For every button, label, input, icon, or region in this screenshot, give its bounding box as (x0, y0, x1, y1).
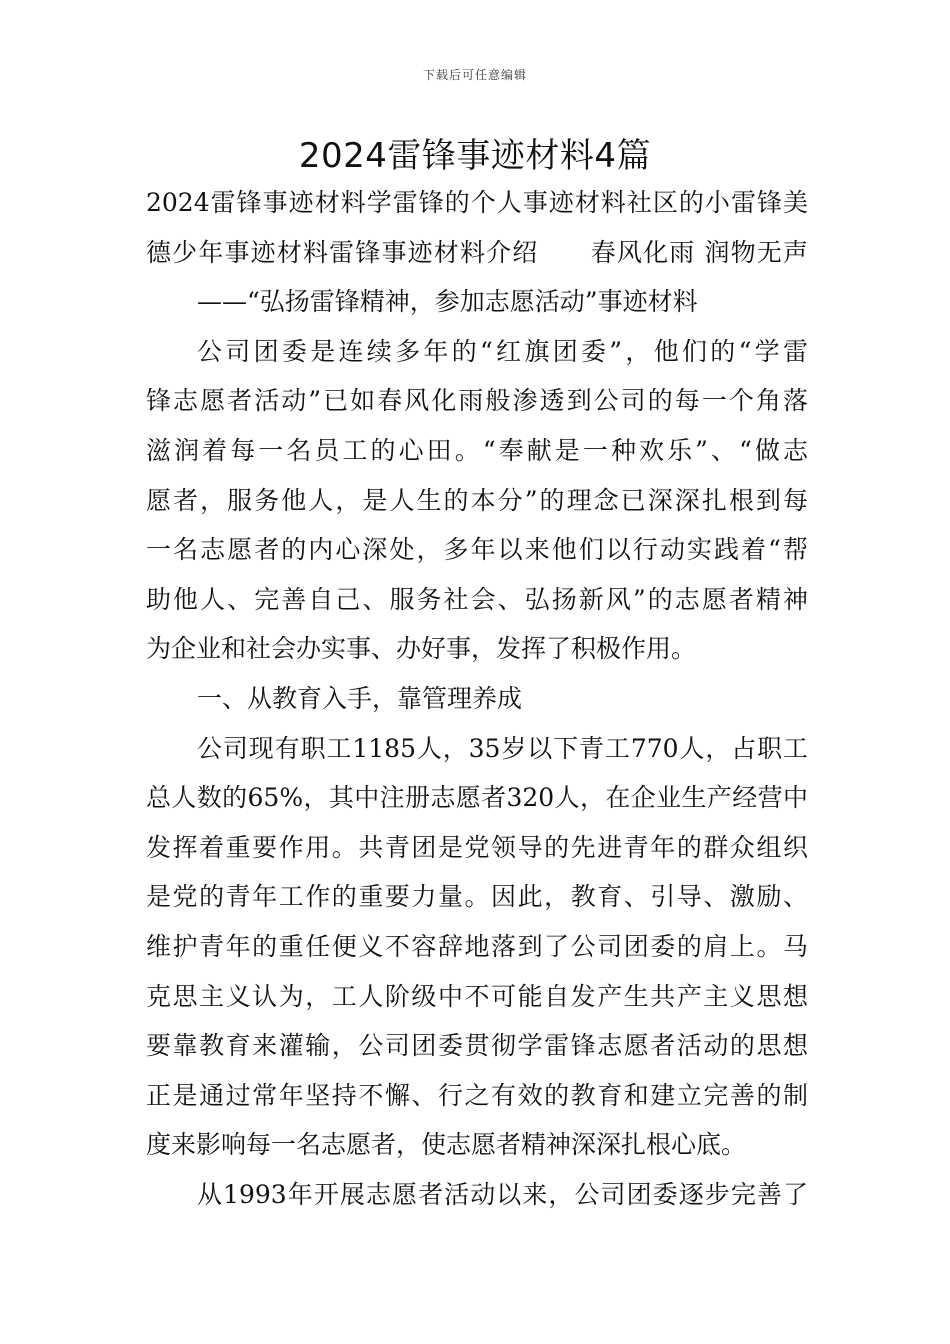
text-line: 公司现有职工1185人，35岁以下青工770人，占职工 (197, 733, 808, 763)
text-line: 滋润着每一名员工的心田。“奉献是一种欢乐”、“做志 (146, 435, 808, 465)
text-line: 正是通过常年坚持不懈、行之有效的教育和建立完善的制 (146, 1080, 808, 1110)
text-line: 要靠教育来灌输，公司团委贯彻学雷锋志愿者活动的思想 (146, 1031, 808, 1061)
text-line: 克思主义认为，工人阶级中不可能自发产生共产主义思想 (146, 981, 808, 1011)
text-line: 锋志愿者活动”已如春风化雨般渗透到公司的每一个角落 (146, 386, 808, 416)
text-line: 2024雷锋事迹材料学雷锋的个人事迹材料社区的小雷锋美 (146, 188, 808, 217)
text-line: ——“弘扬雷锋精神，参加志愿活动”事迹材料 (197, 287, 698, 317)
text-line: 一名志愿者的内心深处，多年以来他们以行动实践着“帮 (146, 535, 808, 565)
section-heading: 一、从教育入手，靠管理养成 (197, 683, 523, 713)
text-line: 是党的青年工作的重要力量。因此，教育、引导、激励、 (146, 882, 808, 912)
document-body (146, 178, 808, 1219)
text-line: 愿者，服务他人，是人生的本分”的理念已深深扎根到每 (146, 485, 808, 515)
document-title: 2024雷锋事迹材料4篇 (298, 136, 652, 176)
text-line: 维护青年的重任便义不容辞地落到了公司团委的肩上。马 (146, 931, 808, 961)
text-line: 发挥着重要作用。共青团是党领导的先进青年的群众组织 (146, 832, 808, 862)
header-note: 下载后可任意编辑 (422, 68, 527, 82)
text-line: 助他人、完善自己、服务社会、弘扬新风”的志愿者精神 (146, 584, 808, 614)
text-line: 度来影响每一名志愿者，使志愿者精神深深扎根心底。 (146, 1130, 747, 1160)
text-line: 公司团委是连续多年的“红旗团委”，他们的“学雷 (197, 336, 808, 366)
text-line: 为企业和社会办实事、办好事，发挥了积极作用。 (146, 634, 697, 664)
text-line: 总人数的65%，其中注册志愿者320人，在企业生产经营中 (146, 783, 808, 813)
text-line: 从1993年开展志愿者活动以来，公司团委逐步完善了 (197, 1179, 808, 1209)
text-line: 德少年事迹材料雷锋事迹材料介绍 春风化雨 润物无声 (146, 237, 808, 267)
